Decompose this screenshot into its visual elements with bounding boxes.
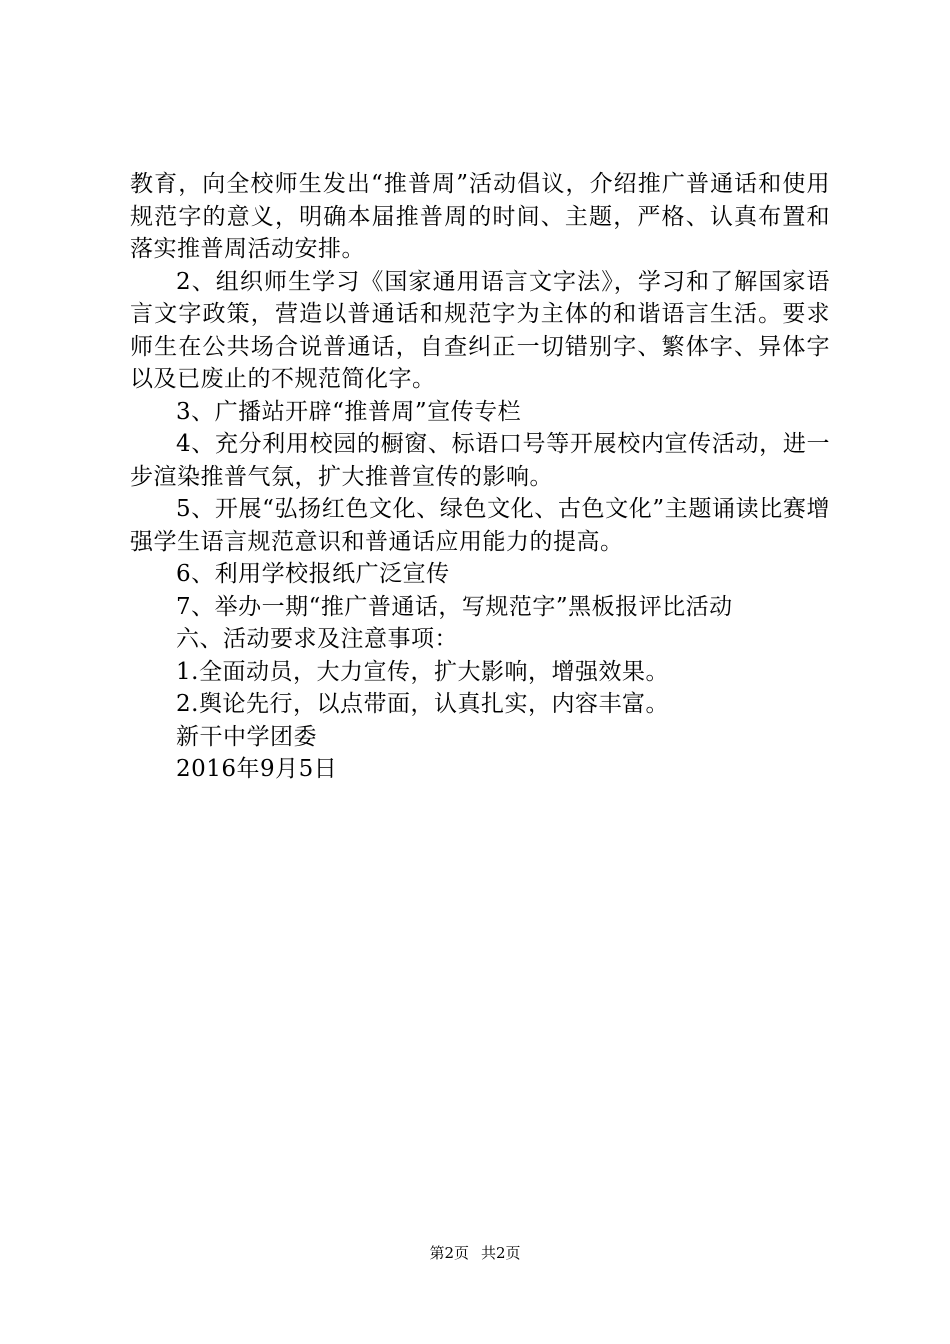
paragraph-item-4: 4、充分利用校园的橱窗、标语口号等开展校内宣传活动，进一步渲染推普气氛，扩大推普宣传的影响。 <box>130 431 830 490</box>
section-heading-requirements: 六、活动要求及注意事项： <box>176 626 458 652</box>
paragraph-item-6: 6、利用学校报纸广泛宣传 <box>176 561 450 587</box>
signature-date: 2016年9月5日 <box>176 756 338 782</box>
page-number-current: 第2页 <box>429 1244 469 1262</box>
page-footer <box>0 1243 950 1263</box>
paragraph-item-2: 2、组织师生学习《国家通用语言文字法》，学习和了解国家语言文字政策，营造以普通话和规范字为主体的和谐语言生活。要求师生在公共场合说普通话，自查纠正一切错别字、繁体字、异体字以及已废止的不规范简化字。 <box>130 268 830 392</box>
signature-organization: 新干中学团委 <box>176 723 317 750</box>
requirement-item-2: 2.舆论先行，以点带面，认真扎实，内容丰富。 <box>176 691 669 717</box>
paragraph-continuation: 教育，向全校师生发出“推普周”活动倡议，介绍推广普通话和使用规范字的意义，明确本届推普周的时间、主题，严格、认真布置和落实推普周活动安排。 <box>130 171 830 262</box>
paragraph-item-3: 3、广播站开辟“推普周”宣传专栏 <box>176 398 522 425</box>
page-number-total: 共2页 <box>481 1244 521 1262</box>
requirement-item-1: 1.全面动员，大力宣传，扩大影响，增强效果。 <box>176 658 669 685</box>
paragraph-item-5: 5、开展“弘扬红色文化、绿色文化、古色文化”主题诵读比赛增强学生语言规范意识和普通话应用能力的提高。 <box>130 496 830 555</box>
document-body <box>130 168 830 786</box>
paragraph-item-7: 7、举办一期“推广普通话，写规范字”黑板报评比活动 <box>176 593 733 620</box>
